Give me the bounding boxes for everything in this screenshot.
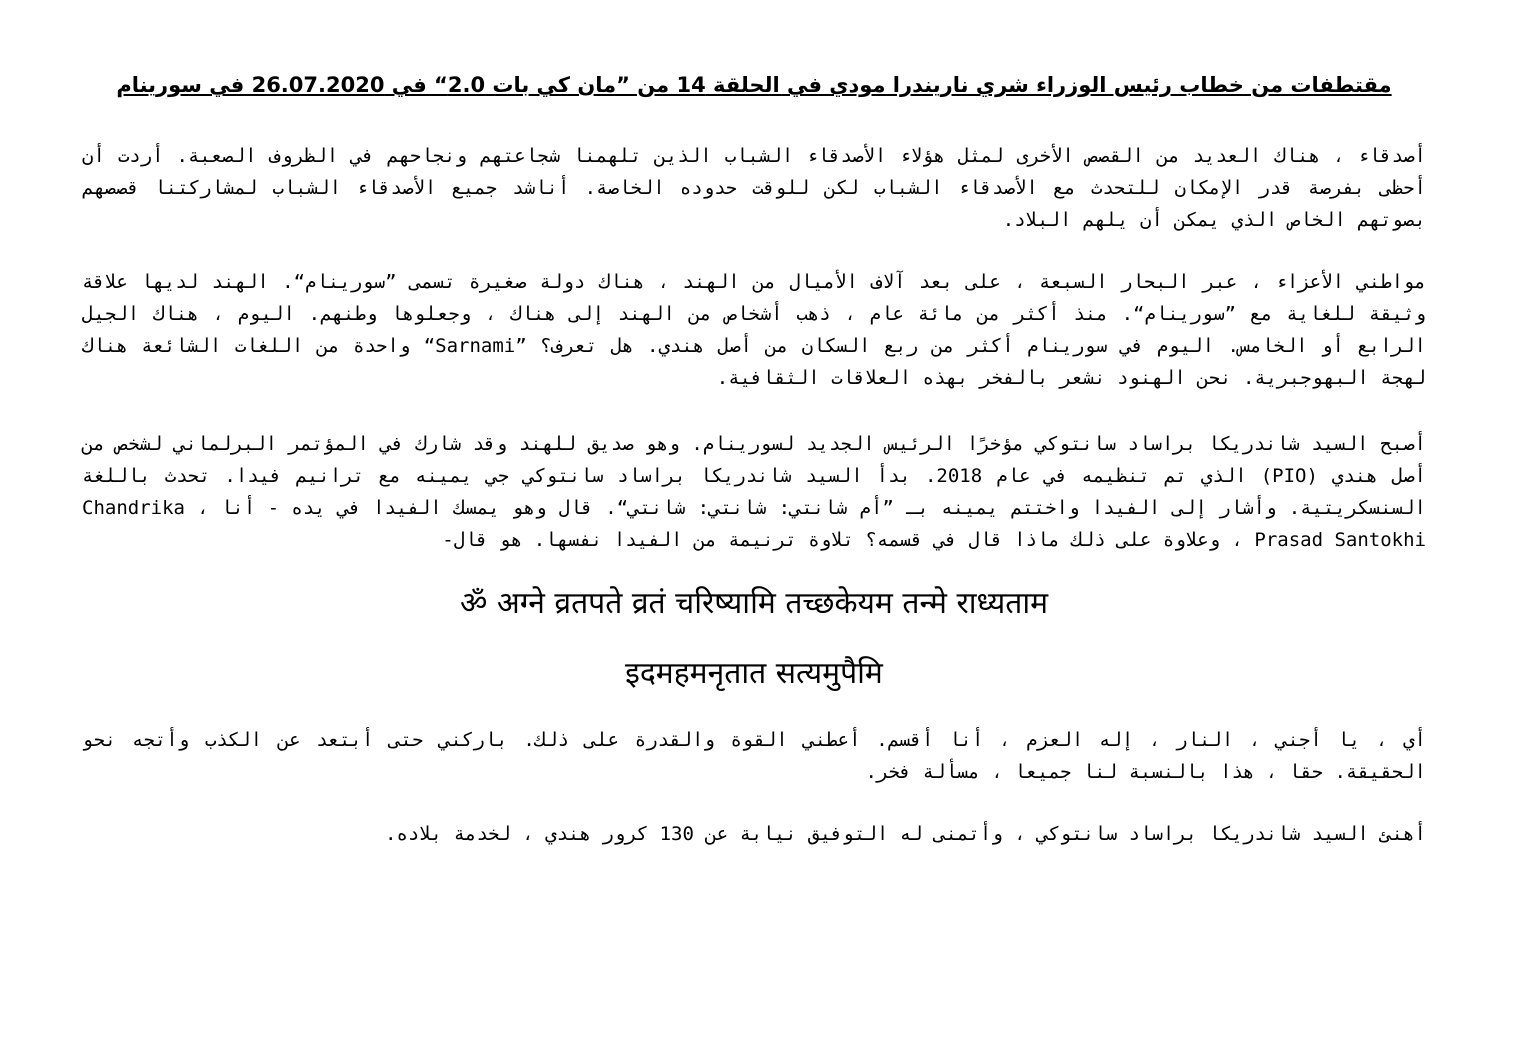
paragraph-santokhi: أصبح السيد شاندريكا براساد سانتوكي مؤخرًا الرئيس الجديد لسورينام. وهو صديق للهند وقد شارك في المؤتمر البرلماني لشخص من أصل هندي (PIO) الذي تم تنظيمه في عام 2018. بدأ السيد شاندريكا براساد سانتوكي جي يمينه مع ترانيم فيدا. تحدث باللغة السنسكريتية. وأشار إلى الفيدا واختتم يمينه بـ ”أم شانتي: شانتي: شانتي“. قال وهو يمسك الفيدا في يده - أنا ، Chandrika Prasad Santokhi ، وعلاوة على ذلك ماذا قال في قسمه؟ تلاوة ترنيمة من الفيدا نفسها. هو قال- (82, 433, 1426, 551)
sanskrit-mantra-line-2: इदमहमनृतात सत्यमुपैमि (625, 656, 883, 691)
paragraph-young-friends: أصدقاء ، هناك العديد من القصص الأخرى لمثل هؤلاء الأصدقاء الشباب الذين تلهمنا شجاعتهم ونجاحهم في الظروف الصعبة. أردت أن أحظى بفرصة قدر الإمكان للتحدث مع الأصدقاء الشباب لكن للوقت حدوده الخاصة. أناشد جميع الأصدقاء الشباب لمشاركتنا قصصهم بصوتهم الخاص الذي يمكن أن يلهم البلاد. (82, 145, 1426, 231)
document-page (82, 70, 1426, 850)
paragraph-suriname: مواطني الأعزاء ، عبر البحار السبعة ، على بعد آلاف الأميال من الهند ، هناك دولة صغيرة تسمى ”سورينام“. الهند لديها علاقة وثيقة للغاية مع ”سورينام“. منذ أكثر من مائة عام ، ذهب أشخاص من الهند إلى هناك ، وجعلوها وطنهم. اليوم ، هناك الجيل الرابع أو الخامس. اليوم في سورينام أكثر من ربع السكان من أصل هندي. هل تعرف؟ ”Sarnami“ واحدة من اللغات الشائعة هناك لهجة البهوجبرية. نحن الهنود نشعر بالفخر بهذه العلاقات الثقافية. (82, 271, 1426, 389)
sanskrit-mantra-line-1: ॐ अग्ने व्रतपते व्रतं चरिष्यामि तच्छकेयम तन्मे राध्यताम (459, 586, 1049, 621)
paragraph-mantra-meaning: أي ، يا أجني ، النار ، إله العزم ، أنا أقسم. أعطني القوة والقدرة على ذلك. باركني حتى أبتعد عن الكذب وأتجه نحو الحقيقة. حقا ، هذا بالنسبة لنا جميعا ، مسألة فخر. (82, 729, 1426, 783)
paragraph-congratulations: أهنئ السيد شاندريكا براساد سانتوكي ، وأتمنى له التوفيق نيابة عن 130 كرور هندي ، لخدمة بلاده. (385, 823, 1426, 845)
document-title: مقتطفات من خطاب رئيس الوزراء شري ناريندرا مودي في الحلقة 14 من ”مان كي بات 2.0“ في 26.07.2020 في سورينام (116, 73, 1392, 97)
